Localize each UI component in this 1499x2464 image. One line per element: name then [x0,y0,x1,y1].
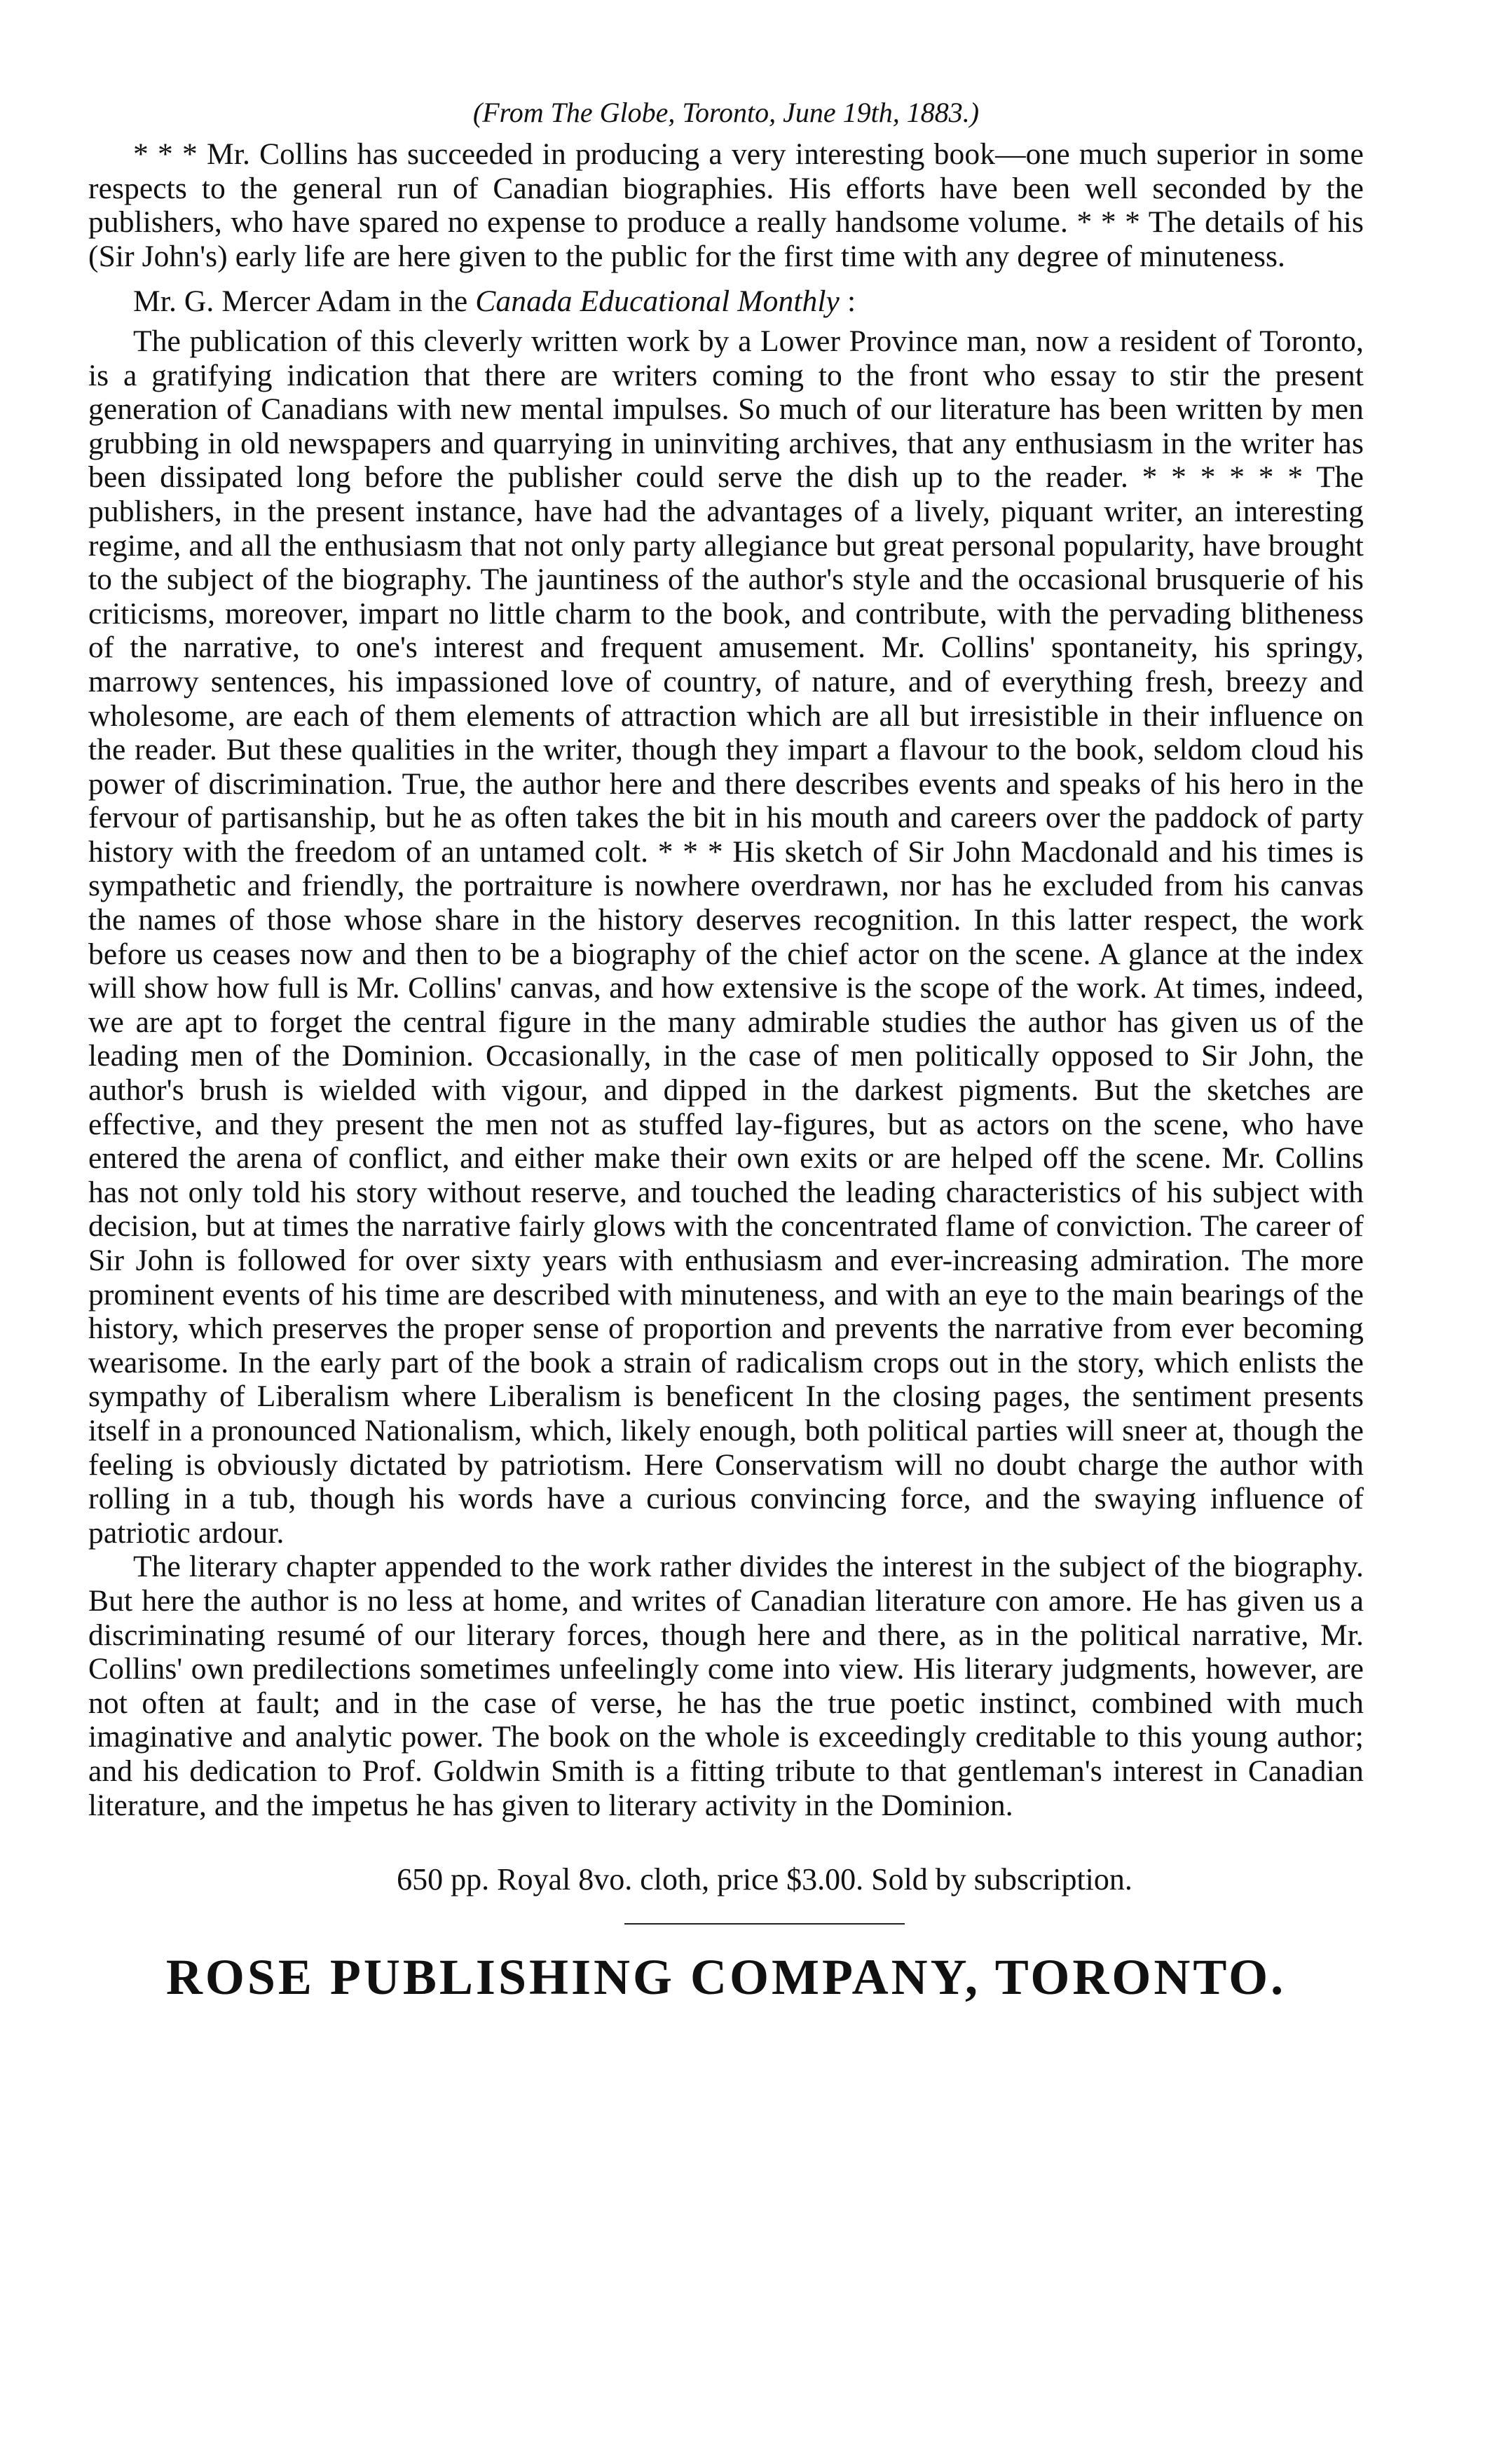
advertisement-page [88,84,1364,2007]
globe-review-paragraph: * * * Mr. Collins has succeeded in producing a very interesting book—one much superior in some respects to the general run of Canadian biographies. His efforts have been well seconded by the publishers, who have spared no expense to produce a really handsome volume. * * * The details of his (Sir John's) early life are here given to the public for the first time with any degree of minuteness. [88,137,1364,273]
pricing-line: 650 pp. Royal 8vo. cloth, price $3.00. Sold by subscription. [397,1862,1132,1897]
source-citation: (From The Globe, Toronto, June 19th, 1883.) [472,97,980,128]
adam-review-paragraph-2: The literary chapter appended to the work rather divides the interest in the subject of the biography. But here the author is no less at home, and writes of Canadian literature con amore. He has given us a discriminating resumé of our literary forces, though here and there, as in the political narrative, Mr. Collins' own predilections sometimes unfeelingly come into view. His literary judgments, however, are not often at fault; and in the case of verse, he has the true poetic instinct, combined with much imaginative and analytic power. The book on the whole is exceedingly creditable to this young author; and his dedication to Prof. Goldwin Smith is a fitting tribute to that gentleman's interest in Canadian literature, and the impetus he has given to literary activity in the Dominion. [88,1550,1364,1822]
publisher-imprint: ROSE PUBLISHING COMPANY, TORONTO. [165,1949,1287,2006]
adam-review-intro [88,284,1364,319]
reviewer-name: Mr. G. Mercer Adam in the [133,284,476,319]
divider-rule [624,1923,905,1925]
adam-review-paragraph-1: The publication of this cleverly written work by a Lower Province man, now a resident of Toronto, is a gratifying indication that there are writers coming to the front who essay to stir the present generation of Canadians with new mental impulses. So much of our literature has been written by men grubbing in old newspapers and quarrying in uninviting archives, that any enthusiasm in the writer has been dissipated long before the publisher could serve the dish up to the reader. * * * * * * The publishers, in the present instance, have had the advantages of a lively, piquant writer, an interesting regime, and all the enthusiasm that not only party allegiance but great personal popularity, have brought to the subject of the biography. The jauntiness of the author's style and the occasional brusquerie of his criticisms, moreover, impart no little charm to the book, and contribute, with the pervading blitheness of the narrative, to one's interest and frequent amusement. Mr. Collins' spontaneity, his springy, marrowy sentences, his impassioned love of country, of nature, and of everything fresh, breezy and wholesome, are each of them elements of attraction which are all but irresistible in their influence on the reader. But these qualities in the writer, though they impart a flavour to the book, seldom cloud his power of discrimination. True, the author here and there describes events and speaks of his hero in the fervour of partisanship, but he as often takes the bit in his mouth and careers over the paddock of party history with the freedom of an untamed colt. * * * His sketch of Sir John Macdonald and his times is sympathetic and friendly, the portraiture is nowhere overdrawn, nor has he excluded from his canvas the names of those whose share in the history deserves recognition. In this latter respect, the work before us ceases now and then to be a biography of the chief actor on the scene. A glance at the index will show how full is Mr. Collins' canvas, and how extensive is the scope of the work. At times, indeed, we are apt to forget the central figure in the many admirable studies the author has given us of the leading men of the Dominion. Occasionally, in the case of men politically opposed to Sir John, the author's brush is wielded with vigour, and dipped in the darkest pigments. But the sketches are effective, and they present the men not as stuffed lay-figures, but as actors on the scene, who have entered the arena of conflict, and either make their own exits or are helped off the scene. Mr. Collins has not only told his story without reserve, and touched the leading characteristics of his subject with decision, but at times the narrative fairly glows with the concentrated flame of conviction. The career of Sir John is followed for over sixty years with enthusiasm and ever-increasing admiration. The more prominent events of his time are described with minuteness, and with an eye to the main bearings of the history, which preserves the proper sense of proportion and prevents the narrative from ever becoming wearisome. In the early part of the book a strain of radicalism crops out in the story, which enlists the sympathy of Liberalism where Liberalism is beneficent In the closing pages, the sentiment presents itself in a pronounced Nationalism, which, likely enough, both political parties will sneer at, though the feeling is obviously dictated by patriotism. Here Conservatism will no doubt charge the author with rolling in a tub, though his words have a curious convincing force, and the swaying influence of patriotic ardour. [88,324,1364,1550]
intro-colon: : [839,284,856,319]
review-venue: Canada Educational Monthly [475,284,840,319]
